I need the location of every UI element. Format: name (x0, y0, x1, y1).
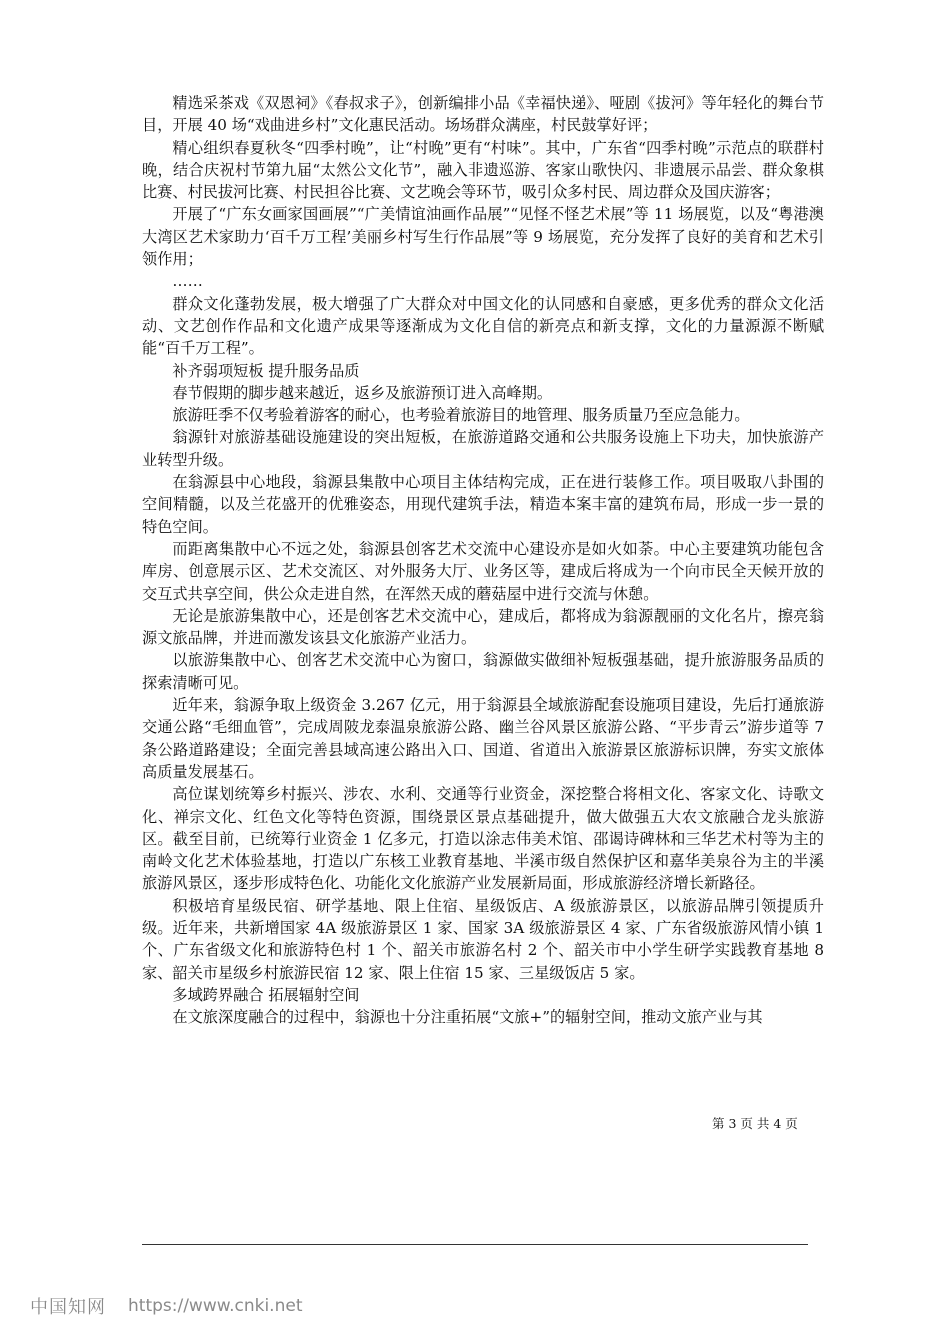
paragraph: 精选采茶戏《双恩祠》《春叔求子》，创新编排小品《幸福快递》、哑剧《拔河》等年轻化的舞台节目，开展 40 场“戏曲进乡村”文化惠民活动。场场群众满座，村民鼓掌好评； (142, 94, 824, 135)
paragraph: 积极培育星级民宿、研学基地、限上住宿、星级饭店、A 级旅游景区，以旅游品牌引领提质升级。近年来，共新增国家 4A 级旅游景区 1 家、国家 3A 级旅游景区 4 家、广东省级旅游风情小镇 1 个、广东省级文化和旅游特色村 1 个、韶关市旅游名村 2 个、韶关市中小学生研学实践教育基地 8 家、韶关市星级乡村旅游民宿 12 家、限上住宿 15 家、三星级饭店 5 家。 (142, 896, 824, 982)
paragraph: 翁源针对旅游基础设施建设的突出短板，在旅游道路交通和公共服务设施上下功夫，加快旅游产业转型升级。 (142, 428, 824, 469)
document-body (142, 92, 824, 1028)
paragraph: 春节假期的脚步越来越近，返乡及旅游预订进入高峰期。 (172, 383, 553, 402)
paragraph: 以旅游集散中心、创客艺术交流中心为窗口，翁源做实做细补短板强基础，提升旅游服务品质的探索清晰可见。 (142, 651, 824, 692)
cnki-logo: 中国知网 (30, 1297, 106, 1318)
paragraph: 开展了“广东女画家国画展”“广美情谊油画作品展”“见怪不怪艺术展”等 11 场展览，以及“粤港澳大湾区艺术家助力‘百千万工程’美丽乡村写生行作品展”等 9 场展览，充分发挥了良好的美育和艺术引领作用； (142, 205, 824, 269)
paragraph: 精心组织春夏秋冬“四季村晚”，让“村晚”更有“村味”。其中，广东省“四季村晚”示范点的联群村晚，结合庆祝村节第九届“太然公文化节”，融入非遗巡游、客家山歌快闪、非遗展示品尝、群众象棋比赛、村民拔河比赛、村民担谷比赛、文艺晚会等环节，吸引众多村民、周边群众及国庆游客； (142, 138, 824, 202)
paragraph: 在翁源县中心地段，翁源县集散中心项目主体结构完成，正在进行装修工作。项目吸取八卦围的空间精髓，以及兰花盛开的优雅姿态，用现代建筑手法，精造本案丰富的建筑布局，形成一步一景的特色空间。 (142, 473, 824, 536)
paragraph: 群众文化蓬勃发展，极大增强了广大群众对中国文化的认同感和自豪感，更多优秀的群众文化活动、文艺创作作品和文化遗产成果等逐渐成为文化自信的新亮点和新支撑，文化的力量源源不断赋能“百千万工程”。 (142, 294, 824, 358)
page-number: 第 3 页 共 4 页 (712, 1116, 798, 1131)
paragraph: 在文旅深度融合的过程中，翁源也十分注重拓展“文旅+”的辐射空间，推动文旅产业与其 (172, 1008, 763, 1027)
paragraph: 无论是旅游集散中心，还是创客艺术交流中心，建成后，都将成为翁源靓丽的文化名片，擦亮翁源文旅品牌，并进而激发该县文化旅游产业活力。 (142, 606, 824, 648)
section-heading: 多域跨界融合 拓展辐射空间 (172, 985, 360, 1004)
paragraph-ellipsis: …… (172, 272, 203, 291)
footer-divider (142, 1244, 808, 1245)
cnki-url: https://www.cnki.net (128, 1296, 303, 1316)
paragraph: 近年来，翁源争取上级资金 3.267 亿元，用于翁源县全域旅游配套设施项目建设，先后打通旅游交通公路“毛细血管”，完成周陂龙泰温泉旅游公路、幽兰谷风景区旅游公路、“平步青云”游步道等 7 条公路道路建设；全面完善县域高速公路出入口、国道、省道出入旅游景区旅游标识牌，夯实文旅体高质量发展基石。 (142, 696, 824, 781)
cnki-watermark (30, 1292, 302, 1320)
paragraph: 旅游旺季不仅考验着游客的耐心，也考验着旅游目的地管理、服务质量乃至应急能力。 (172, 406, 750, 425)
section-heading: 补齐弱项短板 提升服务品质 (172, 361, 360, 380)
paragraph: 而距离集散中心不远之处，翁源县创客艺术交流中心建设亦是如火如荼。中心主要建筑功能包含库房、创意展示区、艺术交流区、对外服务大厅、业务区等，建成后将成为一个向市民全天候开放的交互式共享空间，供公众走进自然，在浑然天成的蘑菇屋中进行交流与休憩。 (142, 539, 824, 603)
paragraph: 高位谋划统筹乡村振兴、涉农、水利、交通等行业资金，深挖整合将相文化、客家文化、诗歌文化、禅宗文化、红色文化等特色资源，围绕景区景点基础提升，做大做强五大农文旅融合龙头旅游区。截至目前，已统筹行业资金 1 亿多元，打造以涂志伟美术馆、邵谒诗碑林和三华艺术村等为主的南岭文化艺术体验基地，打造以广东核工业教育基地、半溪市级自然保护区和嘉华美泉谷为主的半溪旅游风景区，逐步形成特色化、功能化文化旅游产业发展新局面，形成旅游经济增长新路径。 (142, 785, 824, 893)
